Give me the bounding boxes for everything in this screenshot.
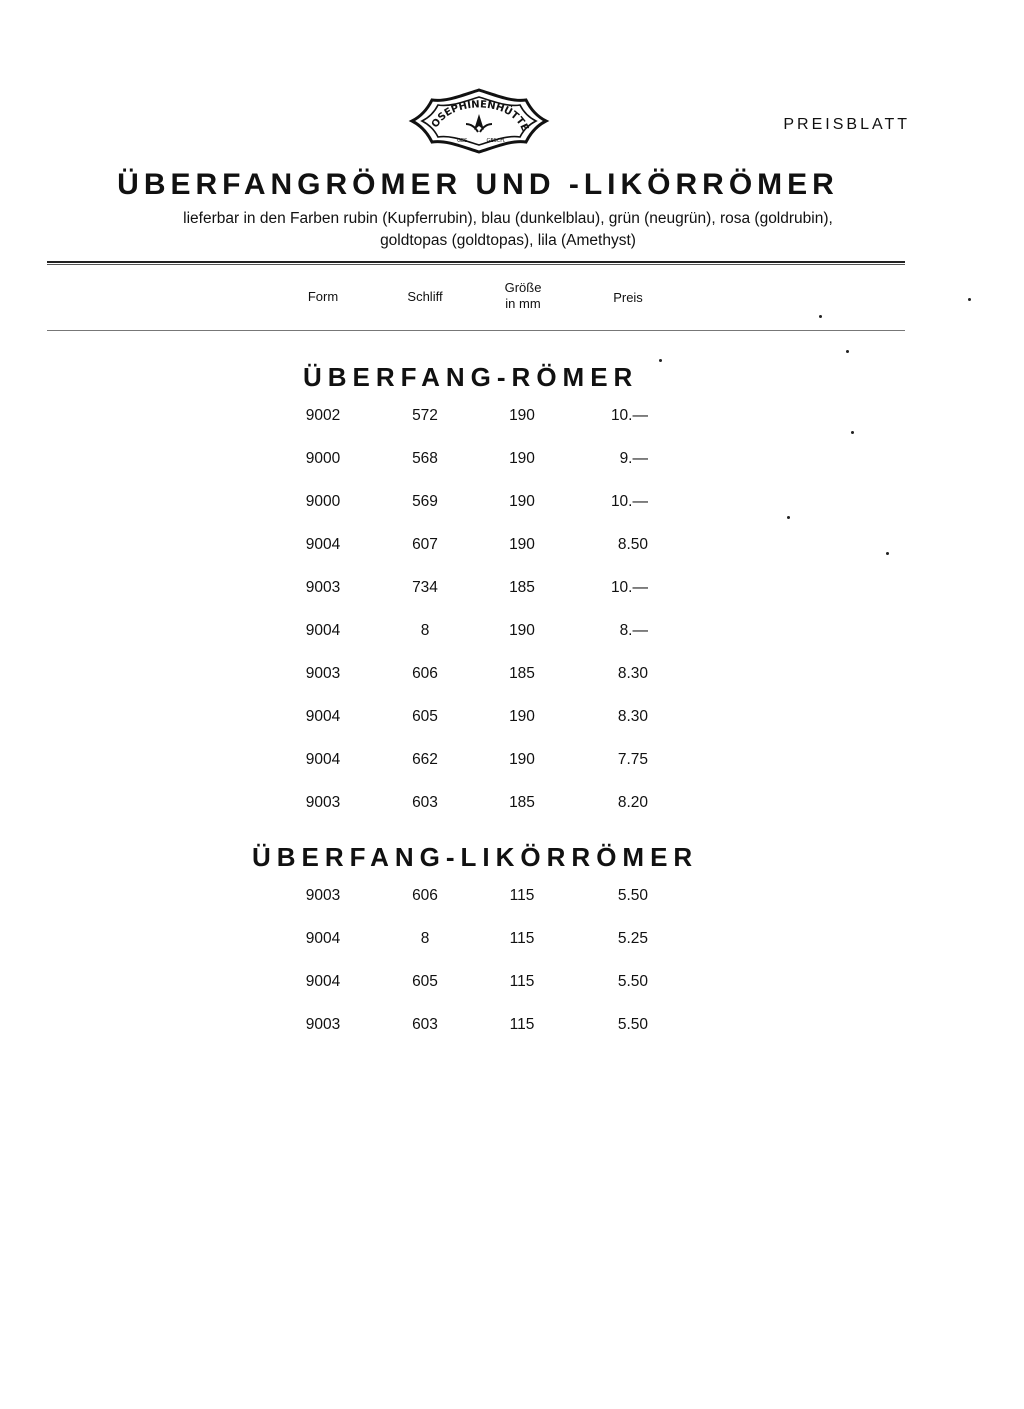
josephinenhuette-logo-icon: [408, 86, 550, 156]
print-speck: [846, 350, 849, 353]
cell-schliff: 605: [412, 708, 438, 725]
cell-schliff: 603: [412, 794, 438, 811]
column-header-schliff: Schliff: [407, 289, 443, 304]
cell-price: 8.30: [617, 708, 648, 725]
table-row: [0, 493, 1024, 515]
cell-price: 10.—: [610, 493, 648, 510]
column-header-groesse-line1: Größe: [504, 280, 542, 295]
section-title-ueberfang-likoerroemer: ÜBERFANG-LIKÖRRÖMER: [252, 842, 699, 872]
cell-form: 9000: [305, 450, 341, 467]
cell-size: 190: [509, 536, 535, 553]
cell-schliff: 607: [412, 536, 438, 553]
column-header-preis: Preis: [613, 290, 643, 305]
cell-size: 115: [509, 930, 535, 947]
cell-form: 9000: [305, 493, 341, 510]
cell-price: 8.—: [619, 622, 648, 639]
cell-size: 190: [509, 450, 535, 467]
cell-form: 9003: [305, 1016, 341, 1033]
cell-schliff: 8: [420, 622, 430, 639]
print-speck: [787, 516, 790, 519]
cell-price: 10.—: [610, 407, 648, 424]
subtitle-line-2: goldtopas (goldtopas), lila (Amethyst): [380, 232, 636, 249]
cell-price: 8.50: [617, 536, 648, 553]
cell-form: 9004: [305, 930, 341, 947]
cell-schliff: 568: [412, 450, 438, 467]
column-header-rule: [47, 330, 905, 331]
cell-size: 190: [509, 622, 535, 639]
color-availability-note: [60, 208, 956, 252]
cell-schliff: 606: [412, 665, 438, 682]
cell-form: 9004: [305, 708, 341, 725]
cell-form: 9003: [305, 579, 341, 596]
cell-size: 190: [509, 708, 535, 725]
cell-form: 9002: [305, 407, 341, 424]
table-row: [0, 973, 1024, 995]
cell-schliff: 8: [420, 930, 430, 947]
print-speck: [968, 298, 971, 301]
cell-schliff: 572: [412, 407, 438, 424]
column-header-groesse: [490, 280, 556, 312]
cell-schliff: 734: [412, 579, 438, 596]
table-row: [0, 751, 1024, 773]
cell-price: 5.50: [617, 973, 648, 990]
column-header-form: Form: [307, 289, 339, 304]
table-row: [0, 536, 1024, 558]
cell-price: 5.25: [617, 930, 648, 947]
cell-price: 9.—: [619, 450, 648, 467]
logo-mark-right: GESCH.: [486, 138, 506, 144]
print-speck: [851, 431, 854, 434]
cell-form: 9003: [305, 887, 341, 904]
cell-price: 8.20: [617, 794, 648, 811]
print-speck: [819, 315, 822, 318]
cell-size: 185: [509, 665, 535, 682]
cell-form: 9004: [305, 973, 341, 990]
cell-size: 185: [509, 794, 535, 811]
cell-form: 9004: [305, 751, 341, 768]
table-row: [0, 665, 1024, 687]
print-speck: [659, 359, 662, 362]
cell-size: 115: [509, 1016, 535, 1033]
cell-size: 190: [509, 407, 535, 424]
print-speck: [886, 552, 889, 555]
table-row: [0, 887, 1024, 909]
cell-schliff: 662: [412, 751, 438, 768]
cell-size: 115: [509, 887, 535, 904]
page-title: ÜBERFANGRÖMER UND -LIKÖRRÖMER: [117, 168, 839, 201]
cell-price: 5.50: [617, 1016, 648, 1033]
table-row: [0, 407, 1024, 429]
cell-price: 8.30: [617, 665, 648, 682]
cell-form: 9004: [305, 622, 341, 639]
header-rule-thin: [47, 264, 905, 265]
cell-schliff: 569: [412, 493, 438, 510]
cell-size: 115: [509, 973, 535, 990]
cell-form: 9004: [305, 536, 341, 553]
cell-form: 9003: [305, 665, 341, 682]
cell-price: 5.50: [617, 887, 648, 904]
document-label: PREISBLATT: [783, 116, 910, 133]
cell-price: 7.75: [617, 751, 648, 768]
cell-size: 185: [509, 579, 535, 596]
table-row: [0, 930, 1024, 952]
cell-schliff: 606: [412, 887, 438, 904]
cell-schliff: 603: [412, 1016, 438, 1033]
subtitle-line-1: lieferbar in den Farben rubin (Kupferrubin), blau (dunkelblau), grün (neugrün), rosa (goldrubin),: [183, 210, 833, 227]
table-row: [0, 1016, 1024, 1038]
cell-size: 190: [509, 751, 535, 768]
logo-mark-left: GES.: [457, 138, 469, 144]
table-row: [0, 622, 1024, 644]
cell-schliff: 605: [412, 973, 438, 990]
section-title-ueberfang-roemer: ÜBERFANG-RÖMER: [303, 362, 639, 392]
logo-text: OSEPHINENHÜTTE: [429, 99, 531, 134]
cell-size: 190: [509, 493, 535, 510]
header-rule: [47, 261, 905, 263]
table-row: [0, 450, 1024, 472]
column-header-groesse-line2: in mm: [505, 296, 541, 311]
cell-form: 9003: [305, 794, 341, 811]
table-row: [0, 579, 1024, 601]
table-row: [0, 794, 1024, 816]
table-row: [0, 708, 1024, 730]
cell-price: 10.—: [610, 579, 648, 596]
